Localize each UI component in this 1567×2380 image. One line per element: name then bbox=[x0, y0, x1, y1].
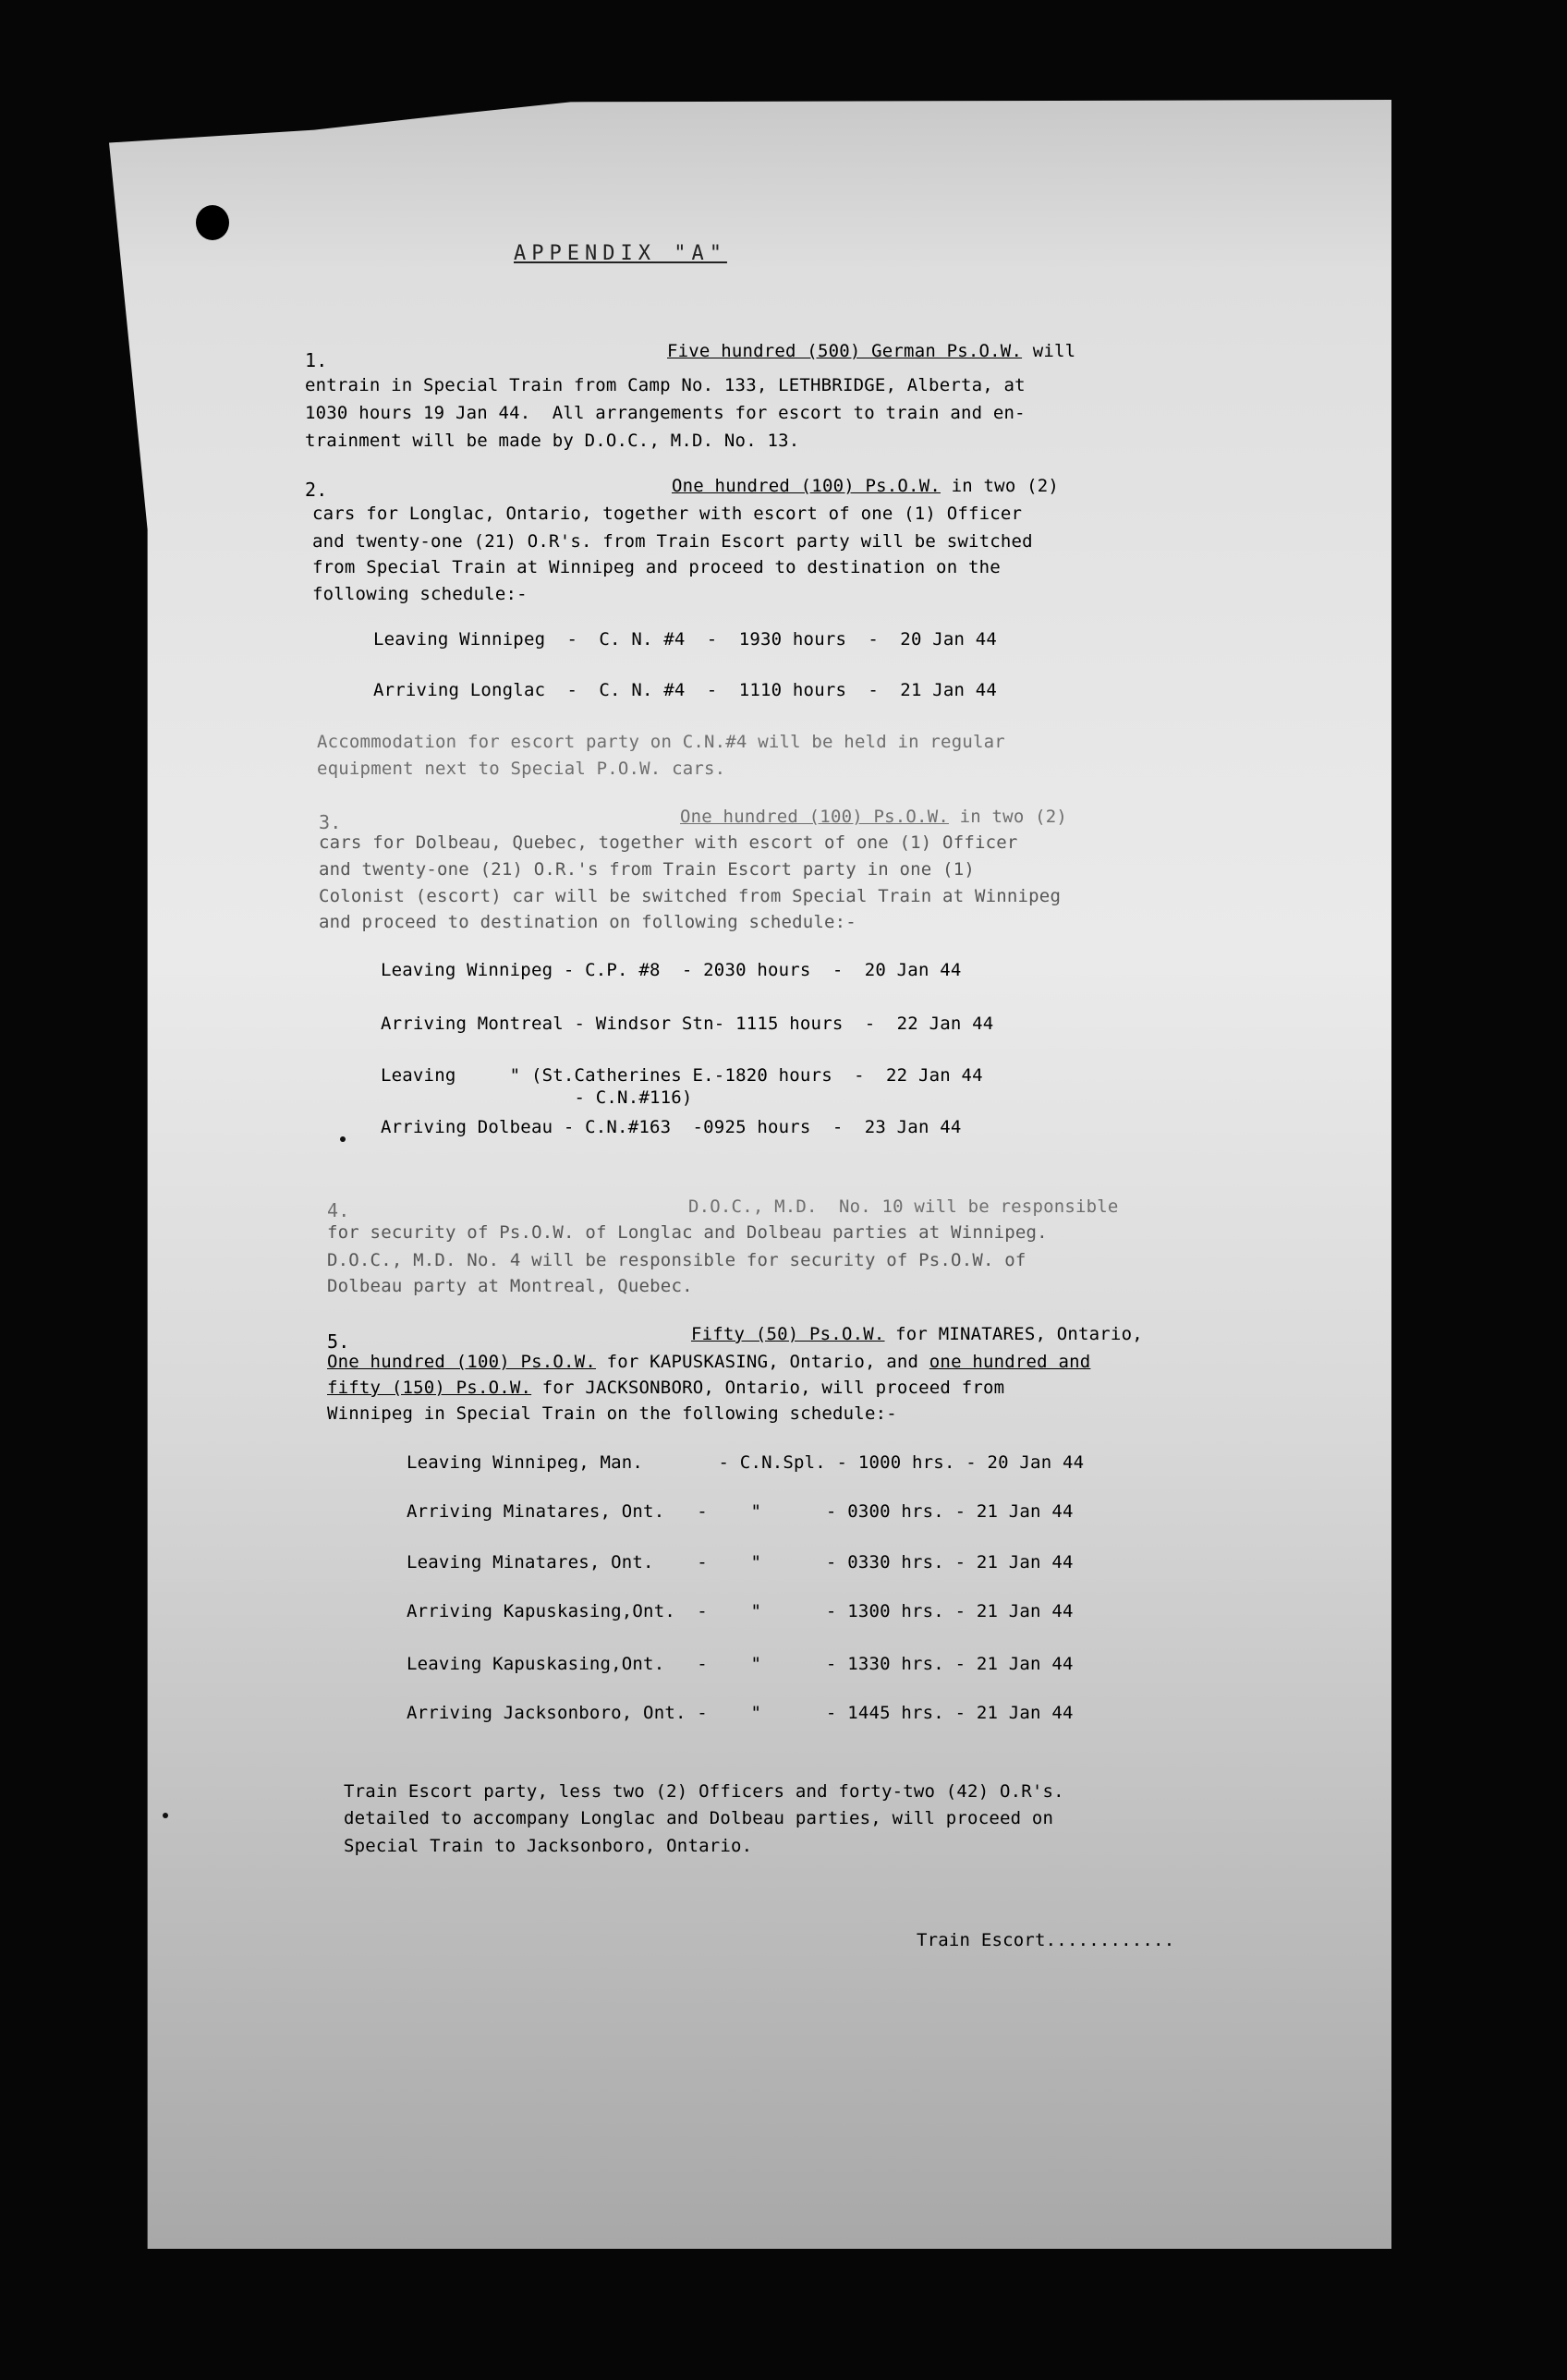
paragraph-1-number: 1. bbox=[305, 349, 328, 371]
paragraph-4-lead: D.O.C., M.D. No. 10 will be responsible bbox=[688, 1196, 1119, 1217]
schedule-row: Leaving Winnipeg - C.P. #8 - 2030 hours - 20 Jan 44 bbox=[381, 960, 962, 980]
paragraph-3-lead: One hundred (100) Ps.O.W. in two (2) bbox=[680, 807, 1068, 827]
schedule-row: Leaving Minatares, Ont. - " - 0330 hrs. - 21 Jan 44 bbox=[407, 1552, 1074, 1572]
signature-line: Train Escort............ bbox=[917, 1930, 1175, 1950]
paragraph-5-line: Winnipeg in Special Train on the following schedule:- bbox=[327, 1403, 897, 1424]
schedule-row: Arriving Minatares, Ont. - " - 0300 hrs. - 21 Jan 44 bbox=[407, 1501, 1074, 1522]
paragraph-3-number: 3. bbox=[319, 811, 342, 833]
paragraph-4-line: Dolbeau party at Montreal, Quebec. bbox=[327, 1276, 693, 1296]
paragraph-5-note: detailed to accompany Longlac and Dolbeau parties, will proceed on bbox=[344, 1808, 1054, 1828]
schedule-row: Leaving Winnipeg - C. N. #4 - 1930 hours - 20 Jan 44 bbox=[373, 629, 998, 650]
schedule-row: Arriving Montreal - Windsor Stn- 1115 hours - 22 Jan 44 bbox=[381, 1014, 994, 1034]
paragraph-2-note: equipment next to Special P.O.W. cars. bbox=[317, 759, 726, 779]
schedule-row: Arriving Longlac - C. N. #4 - 1110 hours - 21 Jan 44 bbox=[373, 680, 998, 700]
schedule-row: Arriving Dolbeau - C.N.#163 -0925 hours - 23 Jan 44 bbox=[381, 1117, 962, 1137]
paragraph-5-note: Train Escort party, less two (2) Officers and forty-two (42) O.R's. bbox=[344, 1781, 1064, 1802]
paragraph-5-line: fifty (150) Ps.O.W. for JACKSONBORO, Ontario, will proceed from bbox=[327, 1378, 1005, 1398]
paragraph-2-line: and twenty-one (21) O.R's. from Train Escort party will be switched bbox=[312, 531, 1033, 552]
paragraph-3-line: and twenty-one (21) O.R.'s from Train Escort party in one (1) bbox=[319, 859, 975, 880]
punch-hole bbox=[196, 205, 229, 240]
paragraph-2-note: Accommodation for escort party on C.N.#4 will be held in regular bbox=[317, 732, 1005, 752]
paragraph-4-line: D.O.C., M.D. No. 4 will be responsible for security of Ps.O.W. of bbox=[327, 1250, 1026, 1270]
paragraph-5-number: 5. bbox=[327, 1330, 350, 1353]
stray-mark bbox=[163, 1813, 168, 1818]
paragraph-2-lead: One hundred (100) Ps.O.W. in two (2) bbox=[672, 476, 1060, 496]
paragraph-5-line: One hundred (100) Ps.O.W. for KAPUSKASING, Ontario, and one hundred and bbox=[327, 1352, 1091, 1372]
paragraph-3-line: cars for Dolbeau, Quebec, together with escort of one (1) Officer bbox=[319, 832, 1018, 853]
paragraph-5-lead: Fifty (50) Ps.O.W. for MINATARES, Ontario, bbox=[691, 1324, 1143, 1344]
schedule-row: Leaving Kapuskasing,Ont. - " - 1330 hrs. - 21 Jan 44 bbox=[407, 1654, 1074, 1674]
schedule-row: Leaving " (St.Catherines E.-1820 hours - 22 Jan 44 bbox=[381, 1065, 983, 1086]
paragraph-2-line: following schedule:- bbox=[312, 584, 528, 604]
paragraph-3-line: Colonist (escort) car will be switched from Special Train at Winnipeg bbox=[319, 886, 1062, 906]
stray-mark bbox=[340, 1136, 346, 1142]
schedule-row: Arriving Kapuskasing,Ont. - " - 1300 hrs. - 21 Jan 44 bbox=[407, 1601, 1074, 1621]
paragraph-1-lead: Five hundred (500) German Ps.O.W. will bbox=[667, 341, 1076, 361]
paragraph-1-line: 1030 hours 19 Jan 44. All arrangements for escort to train and en- bbox=[305, 403, 1026, 423]
paragraph-2-line: cars for Longlac, Ontario, together with escort of one (1) Officer bbox=[312, 504, 1023, 524]
paragraph-4-line: for security of Ps.O.W. of Longlac and Dolbeau parties at Winnipeg. bbox=[327, 1222, 1048, 1243]
paragraph-2-line: from Special Train at Winnipeg and proceed to destination on the bbox=[312, 557, 1001, 577]
paragraph-1-line: entrain in Special Train from Camp No. 133, LETHBRIDGE, Alberta, at bbox=[305, 375, 1026, 395]
paragraph-2-number: 2. bbox=[305, 479, 328, 501]
schedule-row: - C.N.#116) bbox=[381, 1087, 693, 1108]
paragraph-5-note: Special Train to Jacksonboro, Ontario. bbox=[344, 1836, 753, 1856]
paragraph-3-line: and proceed to destination on following schedule:- bbox=[319, 912, 856, 932]
paragraph-4-number: 4. bbox=[327, 1199, 350, 1221]
schedule-row: Arriving Jacksonboro, Ont. - " - 1445 hrs. - 21 Jan 44 bbox=[407, 1703, 1074, 1723]
paragraph-1-line: trainment will be made by D.O.C., M.D. No. 13. bbox=[305, 431, 800, 451]
page-heading: APPENDIX "A" bbox=[514, 242, 727, 265]
schedule-row: Leaving Winnipeg, Man. - C.N.Spl. - 1000 hrs. - 20 Jan 44 bbox=[407, 1452, 1085, 1473]
